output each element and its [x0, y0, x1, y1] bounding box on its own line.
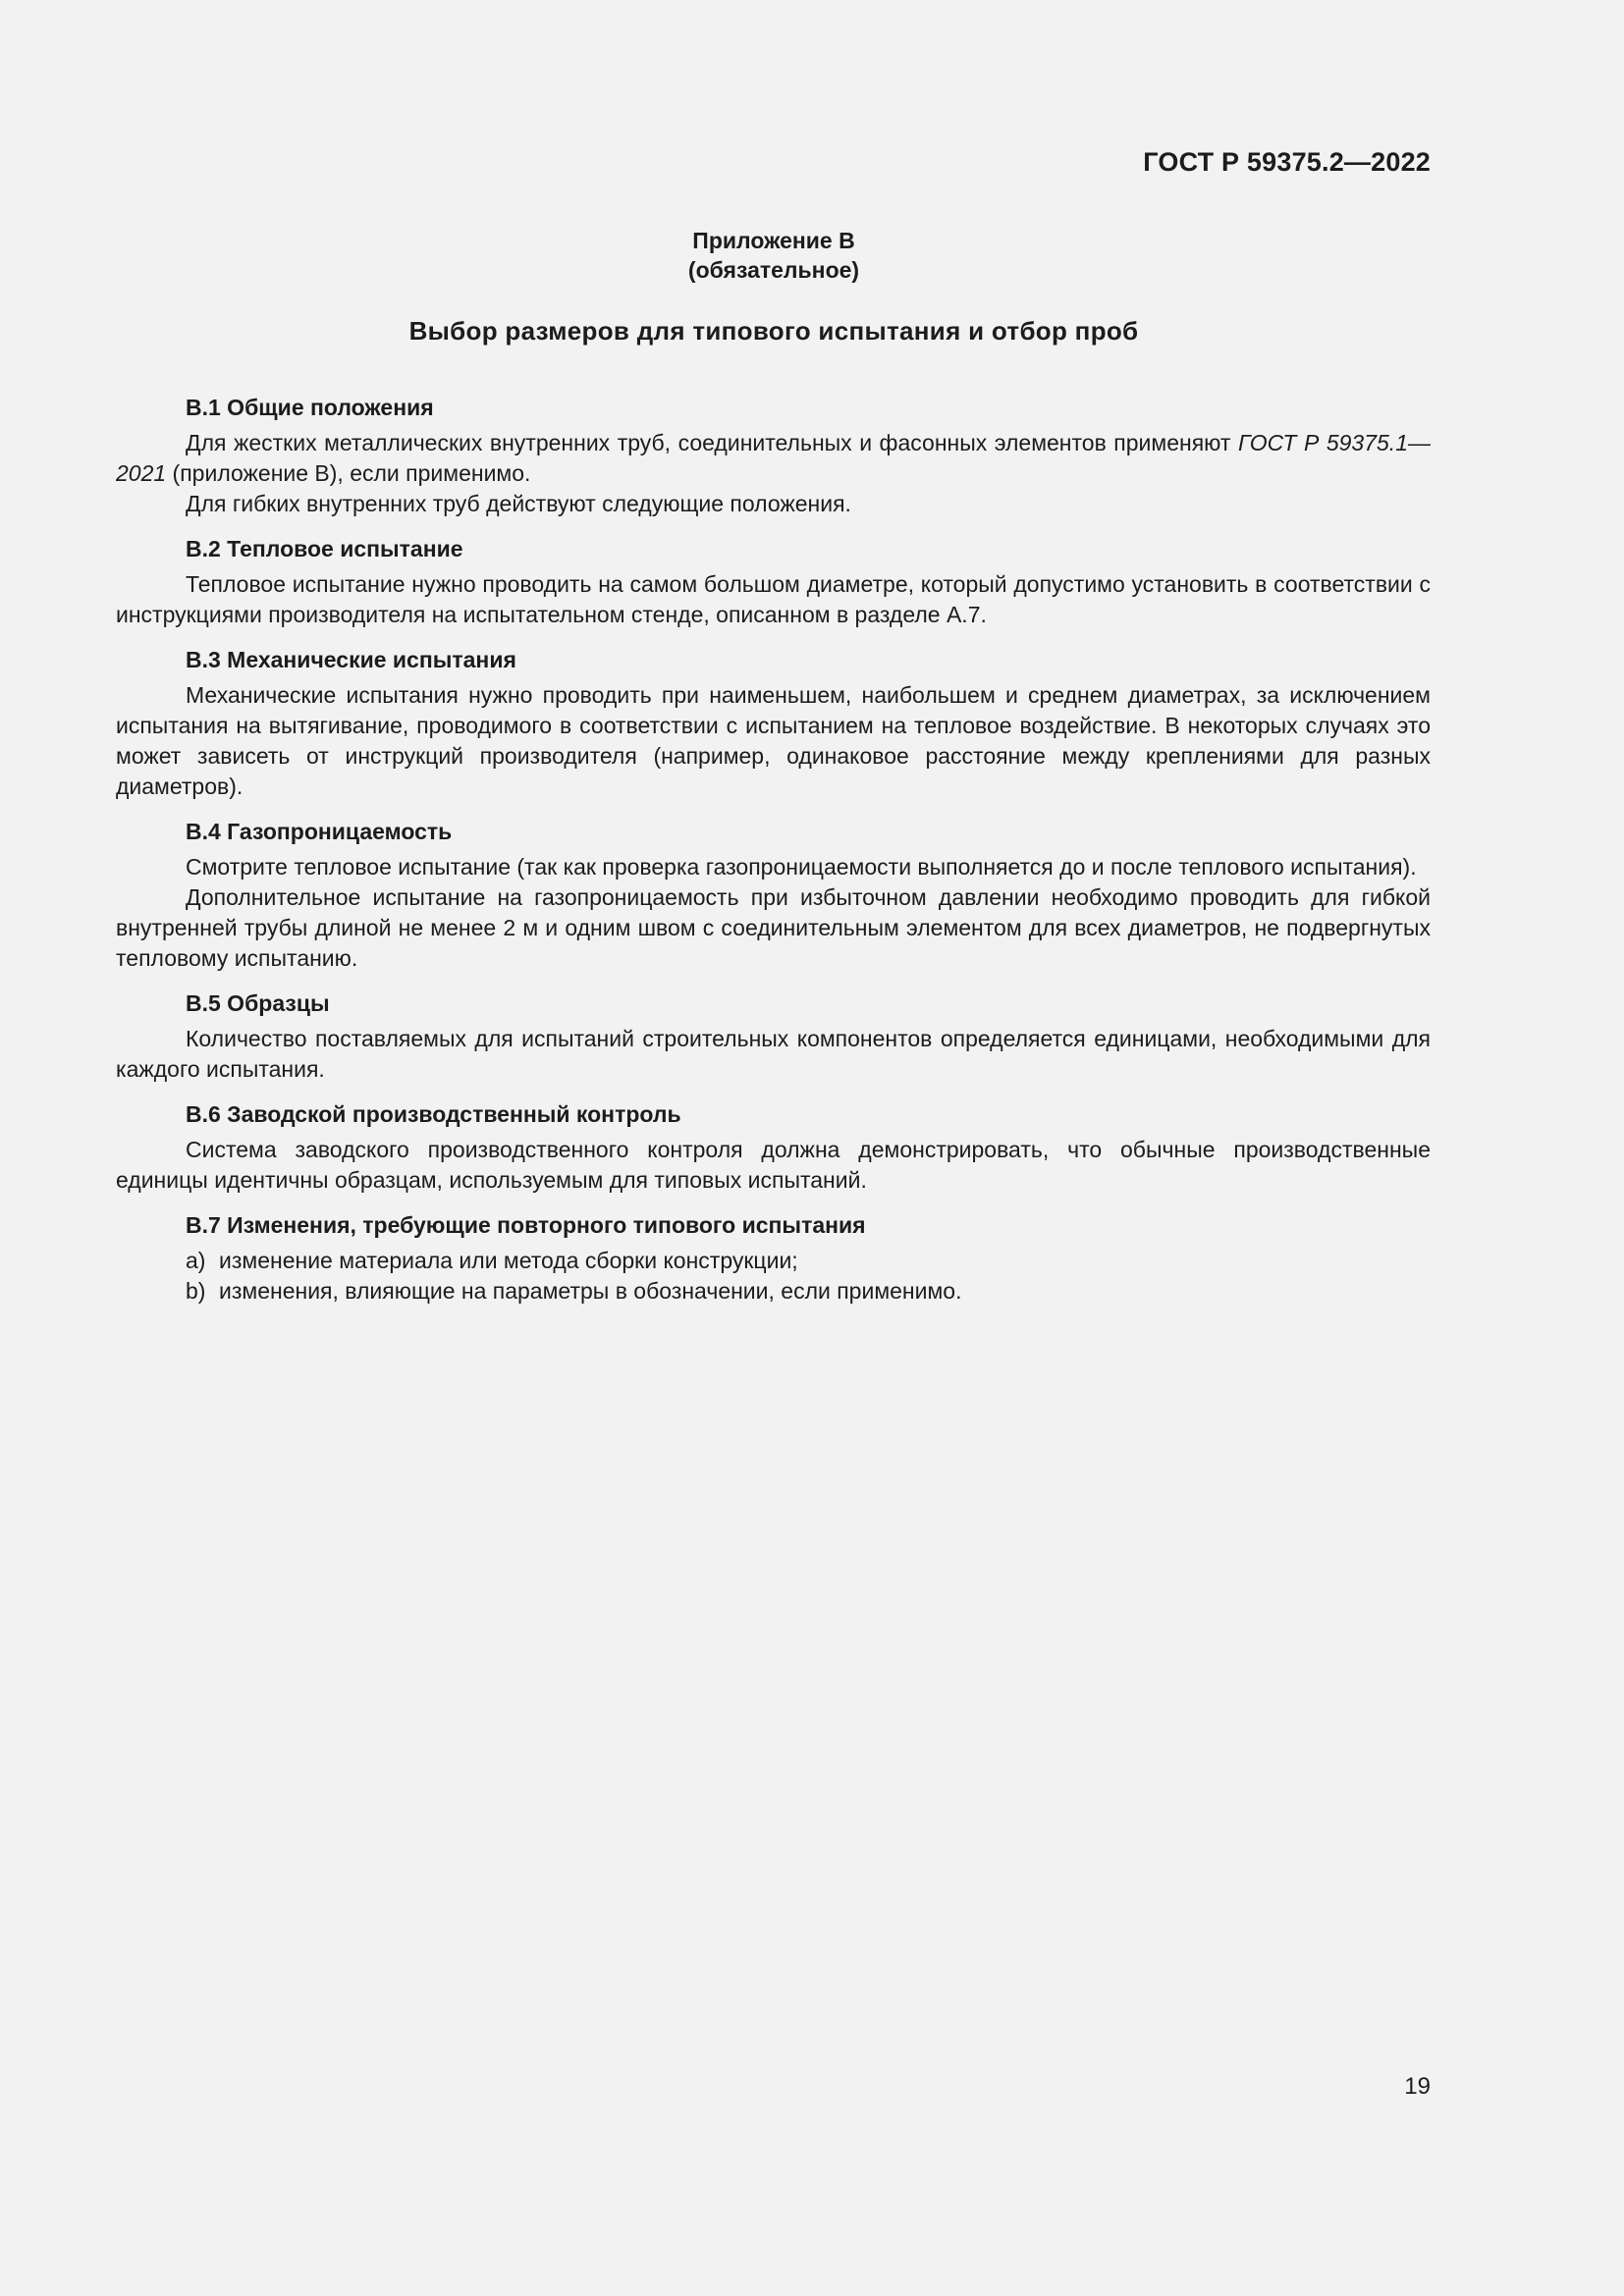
section-b3 [116, 645, 1431, 802]
section-b7 [116, 1210, 1431, 1307]
standard-reference: ГОСТ Р 59375.1—2021 [116, 430, 1431, 486]
section-heading: В.5 Образцы [186, 990, 330, 1016]
list-item [116, 1246, 1431, 1276]
appendix-title: Выбор размеров для типового испытания и отбор проб [408, 316, 1139, 346]
paragraph: Система заводского производственного контроля должна демонстрировать, что обычные производственные единицы идентичны образцам, используемым для типовых испытаний. [116, 1137, 1431, 1193]
section-heading: В.6 Заводской производственный контроль [186, 1101, 681, 1127]
list-item-text: изменения, влияющие на параметры в обозначении, если применимо. [219, 1278, 962, 1304]
paragraph: Дополнительное испытание на газопроницаемость при избыточном давлении необходимо проводить для гибкой внутренней трубы длиной не менее 2 м и одним швом с соединительным элементом для всех диаметров, не подвергнутых тепловому испытанию. [116, 884, 1431, 971]
list-marker: b) [186, 1278, 206, 1304]
list-marker: a) [186, 1248, 206, 1273]
list-item [116, 1276, 1431, 1307]
document-code: ГОСТ Р 59375.2—2022 [1143, 147, 1431, 177]
section-b6 [116, 1099, 1431, 1196]
paragraph-text: (приложение В), если применимо. [166, 460, 531, 486]
section-b1 [116, 393, 1431, 519]
list-item-text: изменение материала или метода сборки конструкции; [219, 1248, 798, 1273]
section-heading: В.1 Общие положения [186, 395, 434, 420]
document-body [116, 393, 1431, 1321]
paragraph: Для гибких внутренних труб действуют следующие положения. [186, 491, 851, 516]
paragraph: Механические испытания нужно проводить при наименьшем, наибольшем и среднем диаметрах, за исключением испытания на вытягивание, проводимого в соответствии с испытанием на тепловое воздействие. В некоторых случаях это может зависеть от инструкций производителя (например, одинаковое расстояние между креплениями для разных диаметров). [116, 682, 1431, 799]
appendix-heading [0, 226, 1547, 285]
section-heading: В.2 Тепловое испытание [186, 536, 463, 561]
section-b5 [116, 988, 1431, 1085]
paragraph [116, 428, 1431, 489]
paragraph: Тепловое испытание нужно проводить на самом большом диаметре, который допустимо установить в соответствии с инструкциями производителя на испытательном стенде, описанном в разделе А.7. [116, 571, 1431, 627]
section-heading: В.3 Механические испытания [186, 647, 516, 672]
section-b2 [116, 534, 1431, 630]
appendix-label: Приложение В [692, 228, 855, 253]
section-heading: В.4 Газопроницаемость [186, 819, 453, 844]
section-heading: В.7 Изменения, требующие повторного типового испытания [186, 1212, 866, 1238]
paragraph-text: Для жестких металлических внутренних труб, соединительных и фасонных элементов применяют [186, 430, 1238, 455]
appendix-status: (обязательное) [687, 257, 860, 283]
section-b4 [116, 817, 1431, 974]
paragraph: Смотрите тепловое испытание (так как проверка газопроницаемости выполняется до и после теплового испытания). [186, 854, 1417, 880]
page-number: 19 [1404, 2073, 1431, 2100]
paragraph: Количество поставляемых для испытаний строительных компонентов определяется единицами, необходимыми для каждого испытания. [116, 1026, 1431, 1082]
